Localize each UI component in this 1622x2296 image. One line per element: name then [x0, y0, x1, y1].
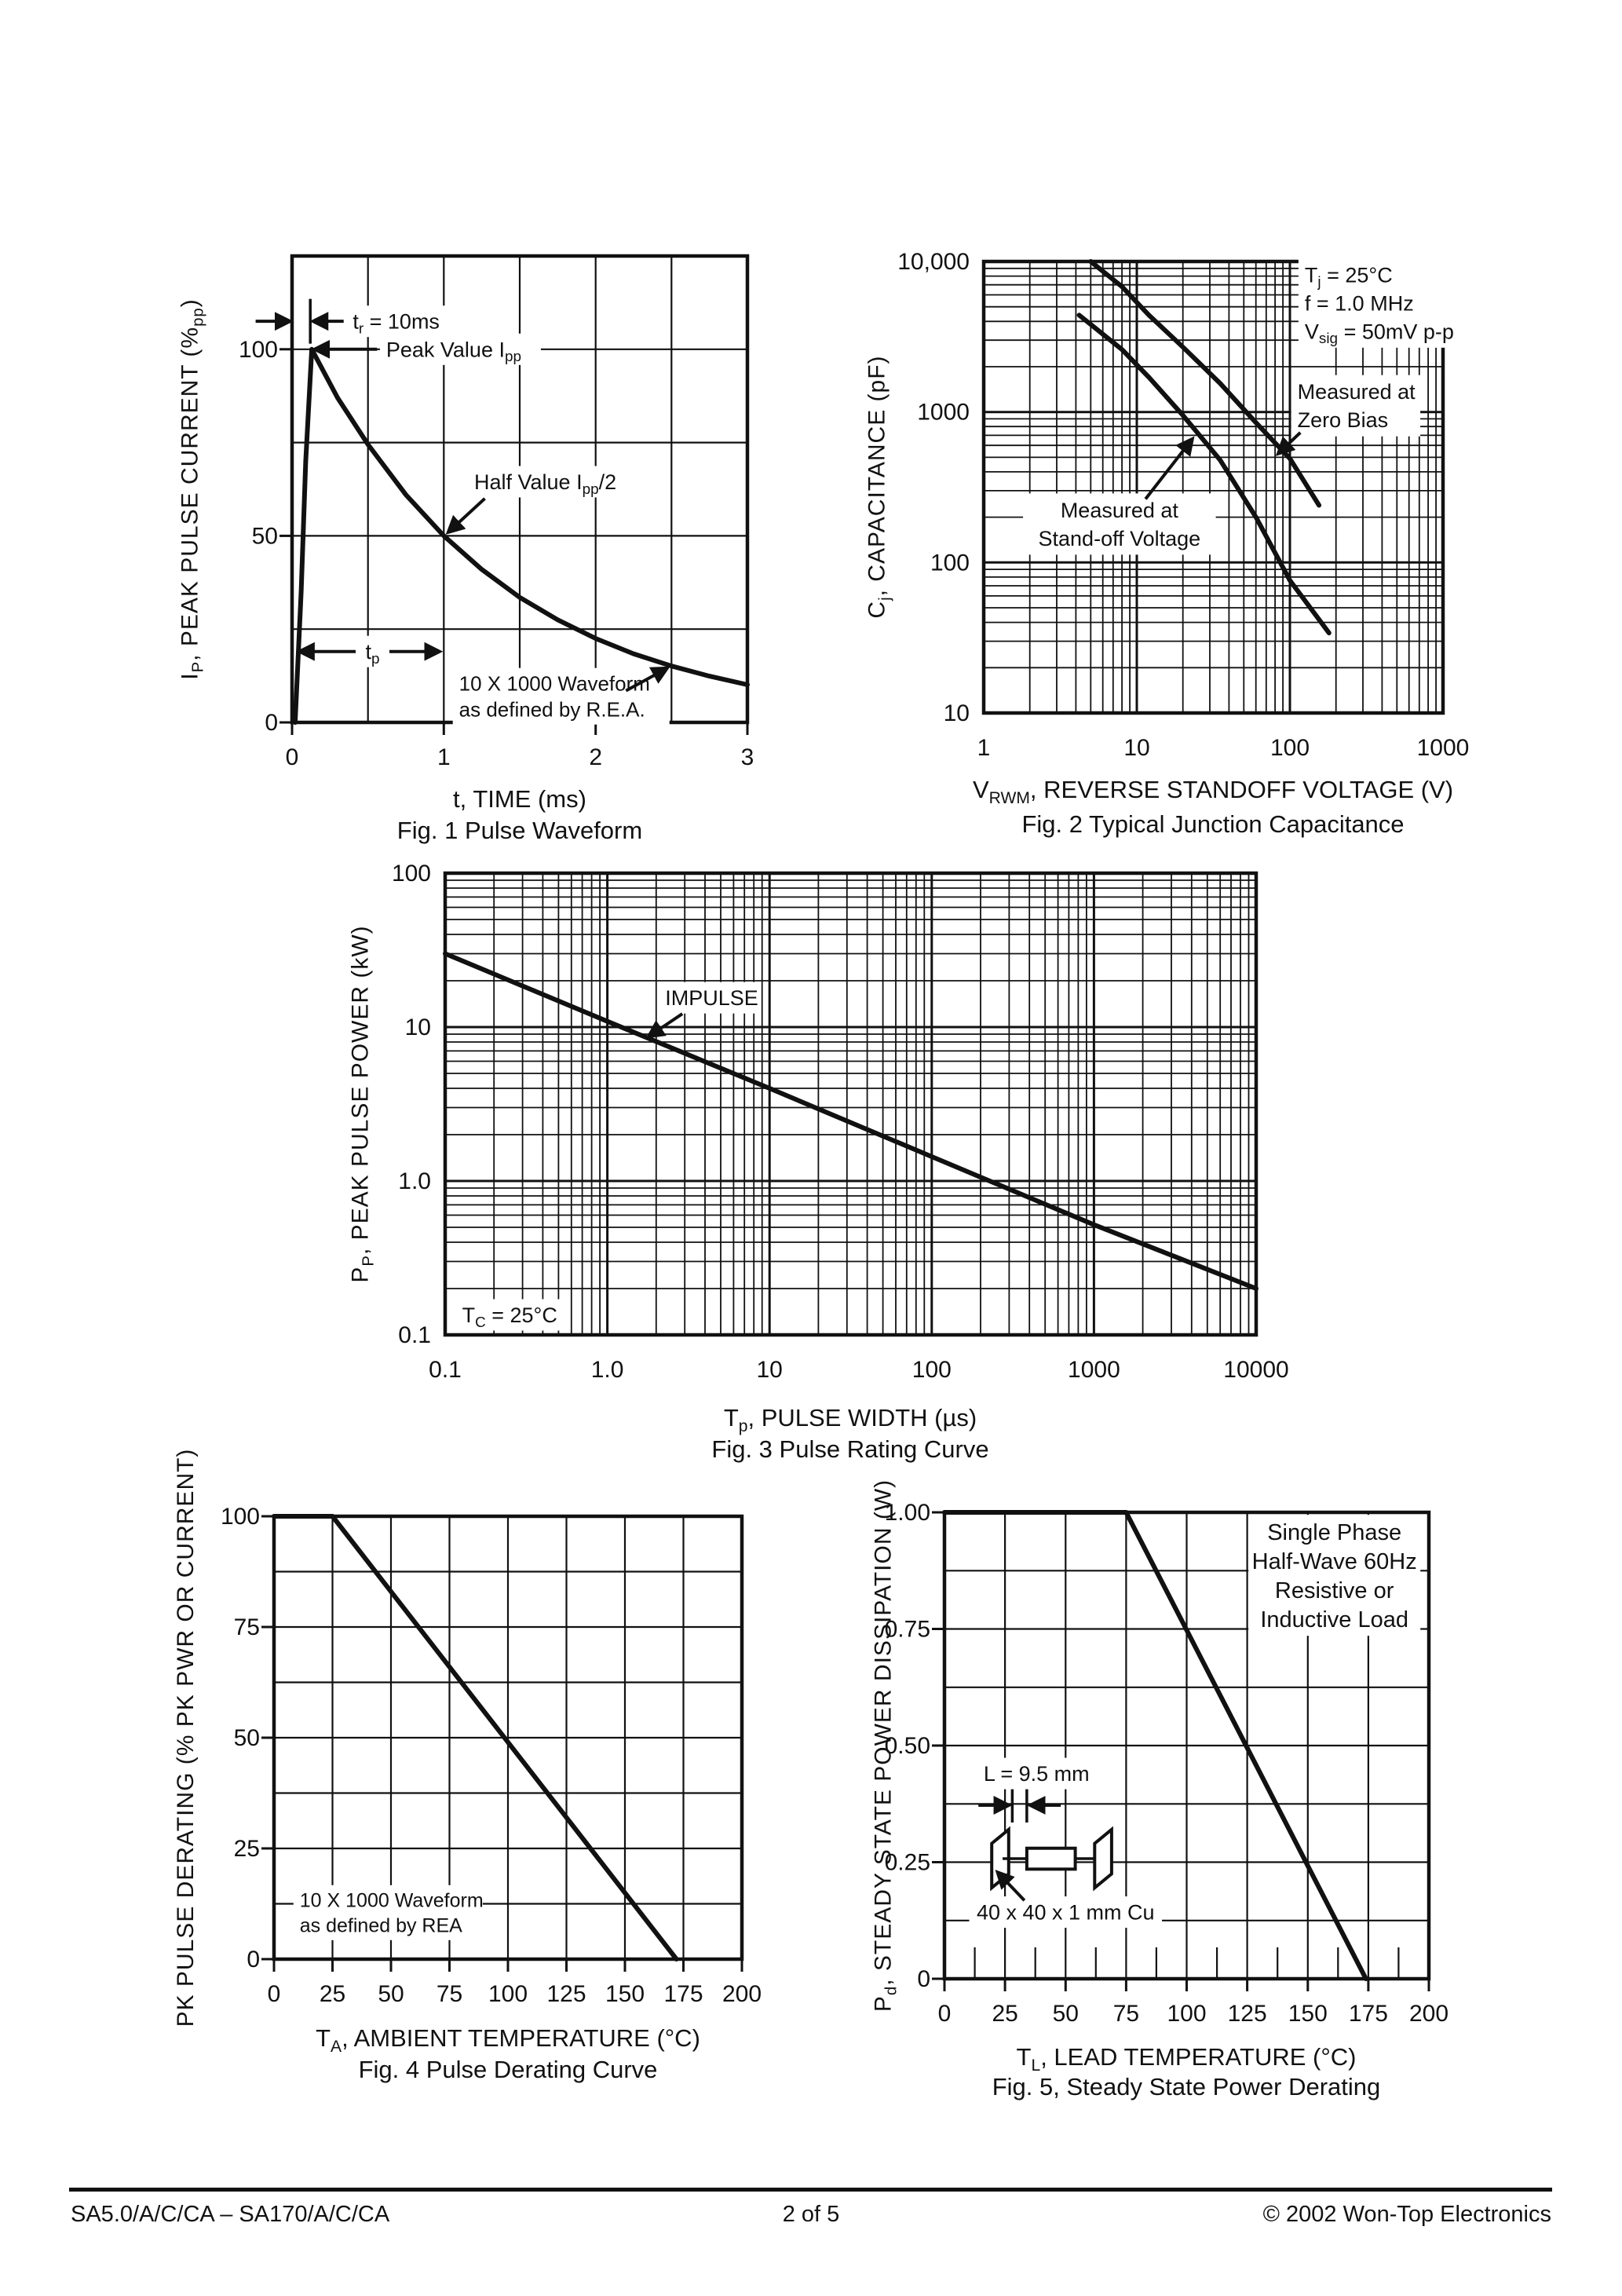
fig5-y-axis-label: $P_d$, STEADY STATE POWER DISSIPATION (W): [870, 1479, 901, 2013]
fig3-y-axis-label: $P_P$, PEAK PULSE POWER (kW): [347, 925, 378, 1283]
svg-text:Tj = 25°C: $T_j = 25^\circ C$: [1304, 263, 1393, 291]
svg-text:0.25: 0.25: [884, 1849, 930, 1876]
svg-text:1.00: 1.00: [884, 1500, 930, 1526]
svg-text:125: 125: [546, 1981, 586, 2007]
svg-text:0.75: 0.75: [884, 1616, 930, 1643]
svg-text:L = 9.5 mm: L = 9.5 mm: [983, 1762, 1090, 1786]
svg-text:0: 0: [267, 1981, 281, 2007]
svg-text:1000: 1000: [1416, 735, 1470, 761]
svg-text:50: 50: [1052, 2001, 1079, 2027]
fig3-pulse-rating-plot: [327, 846, 1299, 1398]
fig1-x-axis-label: t, TIME (ms): [453, 785, 586, 813]
svg-text:50: 50: [251, 523, 278, 550]
svg-text:200: 200: [1408, 2001, 1449, 2027]
svg-text:100: 100: [238, 336, 278, 363]
svg-text:75: 75: [233, 1614, 260, 1640]
svg-text:1000: 1000: [917, 399, 970, 426]
svg-text:25: 25: [233, 1836, 260, 1862]
svg-text:Stand-off Voltage: Stand-off Voltage: [1038, 526, 1201, 550]
fig4-pulse-derating-plot: [156, 1489, 785, 2022]
svg-text:1: 1: [977, 735, 991, 761]
svg-text:2: 2: [589, 744, 603, 770]
fig2-x-axis-label: $V_{RWM}$, REVERSE STANDOFF VOLTAGE (V): [972, 776, 1454, 808]
svg-text:0.50: 0.50: [884, 1733, 930, 1759]
svg-text:Resistive or: Resistive or: [1274, 1578, 1394, 1603]
fig1-pulse-waveform-plot: [174, 229, 791, 785]
svg-text:Vsig = 50mV p-p: $V_{sig} = 50mV$ p-p: [1304, 320, 1454, 348]
fig3-x-axis-label: $T_p$, PULSE WIDTH (µs): [723, 1404, 977, 1436]
fig1-caption: Fig. 1 Pulse Waveform: [396, 817, 643, 844]
svg-text:100: 100: [930, 550, 970, 576]
svg-text:1000: 1000: [1068, 1357, 1120, 1383]
svg-text:0.1: 0.1: [398, 1322, 431, 1348]
svg-text:75: 75: [436, 1981, 463, 2007]
svg-text:0: 0: [265, 710, 278, 736]
svg-text:1: 1: [437, 744, 451, 770]
svg-text:Measured at: Measured at: [1060, 498, 1178, 522]
svg-text:Inductive Load: Inductive Load: [1260, 1607, 1409, 1632]
fig2-y-axis-label: $C_j$, CAPACITANCE (pF): [864, 355, 894, 619]
svg-text:100: 100: [220, 1504, 260, 1530]
footer-part-number: SA5.0/A/C/CA – SA170/A/C/CA: [71, 2202, 390, 2227]
svg-text:tr = 10ms: $t_r = 10ms$: [353, 309, 440, 338]
svg-text:TC = 25°C: $T_C = 25^\circ C$: [462, 1303, 557, 1331]
svg-text:0: 0: [247, 1947, 260, 1972]
fig4-x-axis-label: $T_A$, AMBIENT TEMPERATURE (°C): [316, 2024, 700, 2057]
fig3-caption: Fig. 3 Pulse Rating Curve: [711, 1435, 989, 1463]
svg-text:150: 150: [605, 1981, 645, 2007]
fig1-y-axis-label: $I_P$, PEAK PULSE CURRENT $(\%_{pp})$: [177, 298, 207, 680]
svg-text:75: 75: [1112, 2001, 1140, 2027]
svg-text:200: 200: [721, 1981, 762, 2007]
svg-text:IMPULSE: IMPULSE: [665, 986, 758, 1011]
svg-text:Peak Value Ipp: Peak Value $I_{pp}$: [385, 338, 521, 366]
svg-text:10: 10: [943, 700, 970, 726]
svg-text:0: 0: [917, 1966, 930, 1992]
svg-text:Half-Wave 60Hz: Half-Wave 60Hz: [1251, 1548, 1417, 1574]
svg-text:175: 175: [1348, 2001, 1388, 2027]
svg-text:Single Phase: Single Phase: [1267, 1519, 1402, 1545]
svg-text:f = 1.0 MHz: f = 1.0 MHz: [1304, 291, 1414, 316]
svg-text:100: 100: [1167, 2001, 1207, 2027]
svg-text:25: 25: [319, 1981, 346, 2007]
svg-text:3: 3: [740, 744, 754, 770]
svg-text:50: 50: [233, 1725, 260, 1751]
svg-text:150: 150: [1288, 2001, 1328, 2027]
svg-text:as defined by REA: as defined by REA: [299, 1914, 462, 1937]
footer-divider: [69, 2188, 1552, 2192]
svg-text:10 X 1000 Waveform: 10 X 1000 Waveform: [299, 1889, 484, 1912]
svg-text:25: 25: [992, 2001, 1018, 2027]
svg-text:10,000: 10,000: [897, 249, 970, 275]
svg-text:125: 125: [1227, 2001, 1267, 2027]
svg-text:10: 10: [756, 1357, 783, 1383]
svg-text:175: 175: [663, 1981, 703, 2007]
svg-text:100: 100: [391, 861, 431, 887]
svg-text:100: 100: [488, 1981, 528, 2007]
svg-text:10 X 1000 Waveform: 10 X 1000 Waveform: [458, 671, 650, 696]
fig2-caption: Fig. 2 Typical Junction Capacitance: [1021, 810, 1405, 838]
svg-text:0: 0: [937, 2001, 952, 2027]
fig4-caption: Fig. 4 Pulse Derating Curve: [358, 2056, 658, 2083]
svg-text:0: 0: [285, 744, 299, 770]
fig5-caption: Fig. 5, Steady State Power Derating: [992, 2073, 1381, 2100]
svg-text:1.0: 1.0: [398, 1168, 431, 1194]
fig5-x-axis-label: $T_L$, LEAD TEMPERATURE (°C): [1016, 2043, 1357, 2075]
svg-text:Measured at: Measured at: [1297, 380, 1416, 404]
fig4-y-axis-label: PK PULSE DERATING (% PK PWR OR CURRENT): [173, 1448, 199, 2027]
svg-text:Half Value Ipp/2: Half Value $I_{pp}/2$: [474, 470, 617, 498]
svg-text:10: 10: [1123, 735, 1150, 761]
svg-text:as defined by R.E.A.: as defined by R.E.A.: [458, 697, 645, 722]
footer-copyright: © 2002 Won-Top Electronics: [1262, 2202, 1551, 2227]
svg-text:tp: $t_p$: [365, 640, 380, 668]
svg-text:10: 10: [404, 1015, 431, 1040]
fig5-steady-state-derating-plot: [827, 1485, 1472, 2042]
footer-page-number: 2 of 5: [782, 2202, 840, 2227]
fig2-junction-capacitance-plot: [866, 234, 1486, 776]
svg-text:Zero Bias: Zero Bias: [1297, 408, 1389, 433]
svg-text:50: 50: [378, 1981, 404, 2007]
svg-text:100: 100: [911, 1357, 952, 1383]
svg-text:0.1: 0.1: [429, 1357, 462, 1383]
svg-text:1.0: 1.0: [590, 1357, 624, 1383]
svg-text:100: 100: [1269, 735, 1310, 761]
svg-text:40 x 40 x 1 mm Cu: 40 x 40 x 1 mm Cu: [976, 1900, 1155, 1925]
svg-text:10000: 10000: [1223, 1357, 1289, 1383]
